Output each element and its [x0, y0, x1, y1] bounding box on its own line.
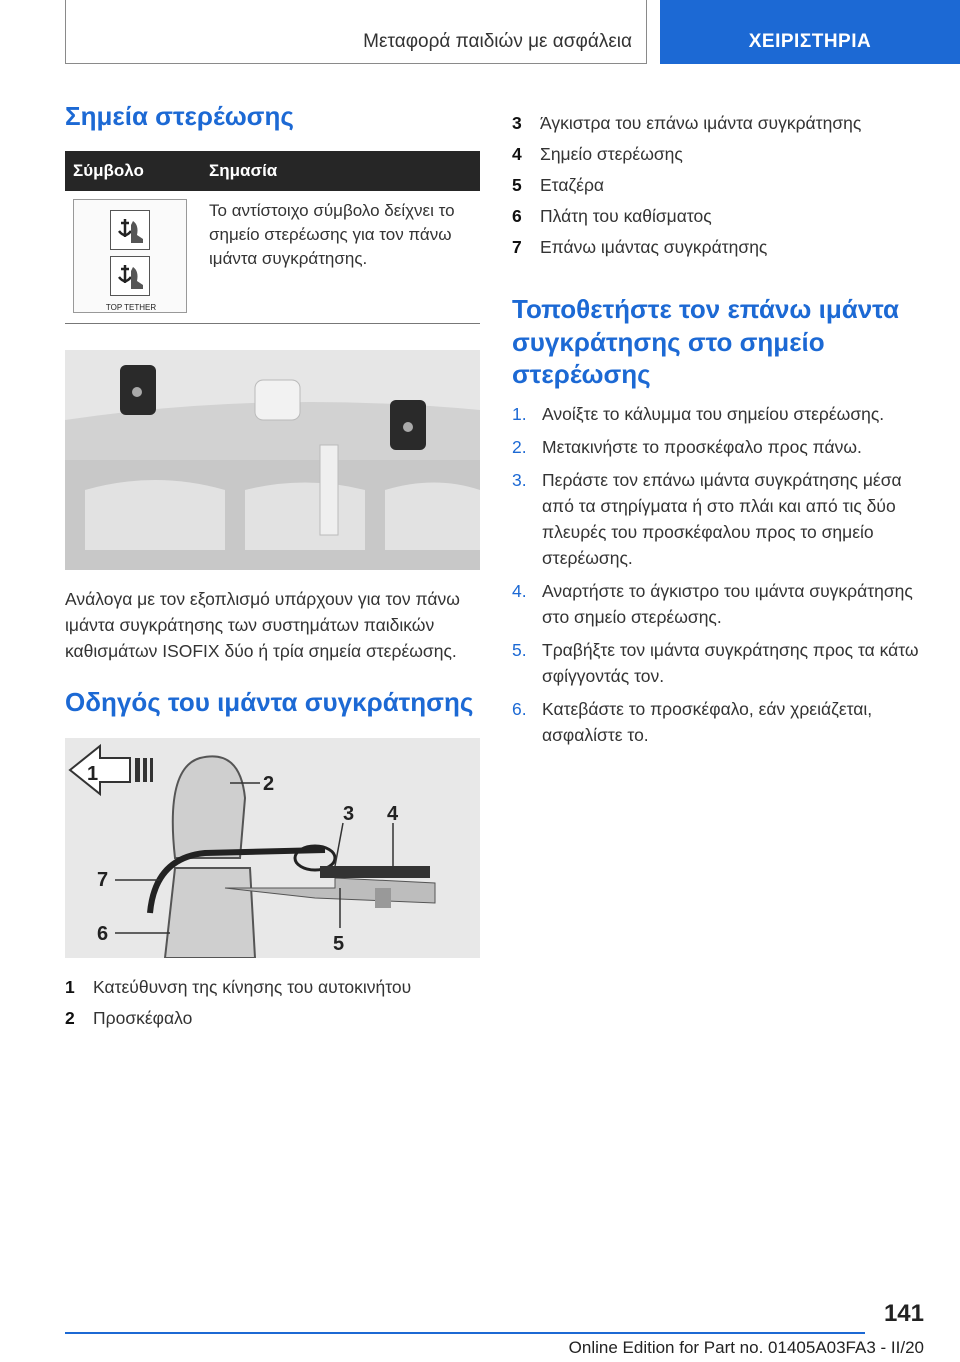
diagram-label-1: 1	[87, 763, 99, 785]
strap-guide-heading: Οδηγός του ιμάντα συγκράτησης	[65, 686, 474, 717]
legend-text: Προσκέφαλο	[93, 1008, 193, 1028]
anchor-points-paragraph: Ανάλογα με τον εξοπλισμό υπάρχουν για τον πάνω ιμάντα συγκράτησης των συστημάτων παιδικών καθισμάτων ISOFIX δύο ή τρία σημεία στερέωσης.	[65, 588, 460, 661]
attach-steps	[512, 401, 932, 748]
symbol-table	[65, 151, 480, 324]
step-text: Κατεβάστε το προσκέφαλο, εάν χρειάζεται, ασφαλίστε το.	[542, 698, 873, 745]
legend-num: 7	[512, 237, 522, 257]
rear-seat-photo	[65, 350, 480, 570]
legend-left	[65, 972, 480, 1034]
step-num: 6.	[512, 698, 527, 719]
legend-item	[512, 108, 932, 139]
legend-text: Εταζέρα	[540, 175, 605, 195]
col-meaning-header: Σημασία	[201, 151, 480, 191]
anchor-icon	[110, 256, 150, 296]
legend-text: Σημείο στερέωσης	[540, 144, 683, 164]
legend-item	[65, 972, 480, 1003]
legend-right	[512, 108, 932, 263]
top-tether-symbol	[73, 199, 187, 313]
legend-num: 5	[512, 175, 522, 195]
anchor-points-heading: Σημεία στερέωσης	[65, 101, 294, 131]
legend-num: 2	[65, 1008, 75, 1028]
diagram-label-4: 4	[387, 803, 399, 825]
legend-item	[512, 139, 932, 170]
symbol-meaning: Το αντίστοιχο σύμβολο δείχνει το σημείο στερέωσης για τον πάνω ιμάντα συγκράτησης.	[209, 200, 455, 268]
left-column	[65, 100, 480, 1034]
footer-divider	[65, 1332, 865, 1334]
chapter-title: Μεταφορά παιδιών με ασφάλεια	[363, 31, 632, 52]
legend-num: 3	[512, 113, 522, 133]
step-num: 4.	[512, 580, 527, 601]
step-text: Περάστε τον επάνω ιμάντα συγκράτησης μέσα από τα στηρίγματα ή στο πλάι και από τις δύο πλευρές του προσκέφαλου προς το σημείο στερέωσης.	[542, 469, 902, 568]
diagram-label-3: 3	[343, 803, 355, 825]
anchor-icon	[110, 210, 150, 250]
step-text: Μετακινήστε το προσκέφαλο προς πάνω.	[542, 436, 862, 457]
legend-item	[512, 201, 932, 232]
legend-num: 1	[65, 977, 75, 997]
strap-guide-diagram	[65, 738, 480, 958]
step-item	[512, 578, 932, 630]
step-item	[512, 467, 932, 571]
right-column	[512, 100, 932, 755]
step-num: 5.	[512, 639, 527, 660]
col-symbol-header: Σύμβολο	[65, 151, 201, 191]
legend-item	[512, 170, 932, 201]
step-text: Τραβήξτε τον ιμάντα συγκράτησης προς τα κάτω σφίγγοντάς τον.	[542, 639, 919, 686]
legend-num: 4	[512, 144, 522, 164]
legend-num: 6	[512, 206, 522, 226]
diagram-label-7: 7	[97, 869, 109, 891]
diagram-label-6: 6	[97, 923, 109, 945]
legend-text: Άγκιστρα του επάνω ιμάντα συγκράτησης	[540, 113, 862, 133]
legend-item	[65, 1003, 480, 1034]
header-box	[65, 0, 647, 64]
diagram-label-5: 5	[333, 933, 345, 955]
diagram-label-2: 2	[263, 773, 275, 795]
legend-item	[512, 232, 932, 263]
legend-text: Κατεύθυνση της κίνησης του αυτοκινήτου	[93, 977, 412, 997]
legend-text: Πλάτη του καθίσματος	[540, 206, 712, 226]
legend-text: Επάνω ιμάντας συγκράτησης	[540, 237, 768, 257]
attach-heading: Τοποθετήστε τον επάνω ιμάντα συγκράτησης στο σημείο στερέωσης	[512, 294, 900, 389]
step-num: 2.	[512, 436, 527, 457]
step-item	[512, 696, 932, 748]
step-text: Ανοίξτε το κάλυμμα του σημείου στερέωσης.	[542, 403, 885, 424]
step-item	[512, 401, 932, 427]
step-num: 3.	[512, 469, 527, 490]
page-number: 141	[883, 1300, 924, 1327]
step-item	[512, 434, 932, 460]
step-text: Αναρτήστε το άγκιστρο του ιμάντα συγκράτησης στο σημείο στερέωσης.	[542, 580, 913, 627]
section-tab[interactable]: ΧΕΙΡΙΣΤΗΡΙΑ	[660, 0, 960, 64]
step-num: 1.	[512, 403, 527, 424]
edition-footer: Online Edition for Part no. 01405A03FA3 - II/20	[568, 1338, 924, 1357]
step-item	[512, 637, 932, 689]
top-tether-caption: TOP TETHER	[105, 302, 157, 312]
